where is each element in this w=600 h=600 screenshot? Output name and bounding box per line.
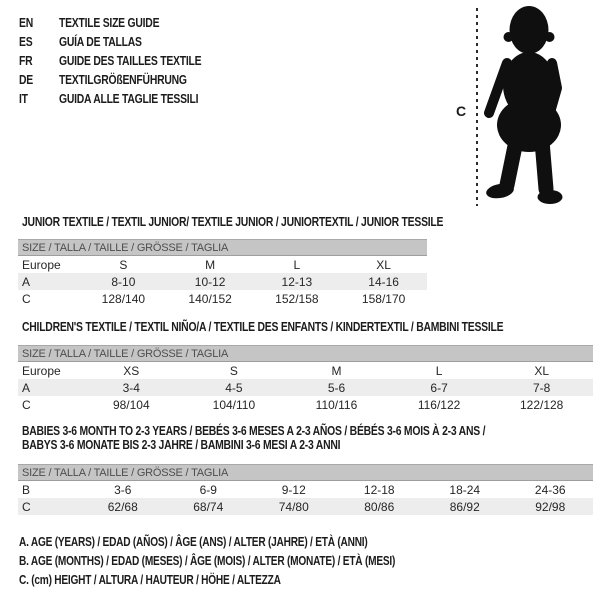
row-cell: 80/86 xyxy=(364,499,395,514)
row-cell: 152/158 xyxy=(275,291,319,306)
table-title-line: BABIES 3-6 MONTH TO 2-3 YEARS / BEBÉS 3-6 MESES A 2-3 AÑOS / BÉBÉS 3-6 MOIS À 2-3 ANS / xyxy=(22,423,486,438)
row-label: C xyxy=(22,499,31,514)
footnote-line: C. (cm) HEIGHT / ALTURA / HAUTEUR / HÖHE / ALTEZZA xyxy=(19,572,281,587)
row-cell: 14-16 xyxy=(368,274,399,289)
row-cell: M xyxy=(205,257,216,272)
row-cell: L xyxy=(293,257,301,272)
table-row xyxy=(18,396,593,413)
row-cell: 3-4 xyxy=(122,380,140,395)
row-cell: 12-13 xyxy=(281,274,313,289)
height-measure-dashed-line xyxy=(476,8,478,206)
table-row xyxy=(18,290,427,307)
size-header-bar: SIZE / TALLA / TAILLE / GRÖSSE / TAGLIA xyxy=(18,239,427,256)
row-cell: 68/74 xyxy=(193,499,224,514)
row-cell: S xyxy=(229,363,238,378)
babies-textile-table xyxy=(18,424,593,515)
row-cell: 18-24 xyxy=(449,482,481,497)
table-row xyxy=(18,256,427,273)
size-header-bar: SIZE / TALLA / TAILLE / GRÖSSE / TAGLIA xyxy=(18,345,593,362)
language-row xyxy=(19,51,201,70)
row-label: C xyxy=(22,291,31,306)
language-title: GUIDE DES TAILLES TEXTILE xyxy=(59,53,202,68)
row-label: A xyxy=(22,380,31,395)
children-textile-table xyxy=(18,320,593,413)
row-cell: M xyxy=(331,363,342,378)
table-title-line: JUNIOR TEXTILE / TEXTIL JUNIOR/ TEXTILE JUNIOR / JUNIORTEXTIL / JUNIOR TESSILE xyxy=(22,214,444,229)
row-cell: 74/80 xyxy=(278,499,309,514)
table-title-line: CHILDREN'S TEXTILE / TEXTIL NIÑO/A / TEXTILE DES ENFANTS / KINDERTEXTIL / BAMBINI TESSILE xyxy=(22,319,504,334)
row-cell: 8-10 xyxy=(111,274,136,289)
row-label: Europe xyxy=(22,257,61,272)
row-cell: 5-6 xyxy=(327,380,346,395)
footnotes xyxy=(19,532,501,589)
language-code: FR xyxy=(19,53,33,68)
language-code: DE xyxy=(19,72,33,87)
language-title: TEXTILGRÖßENFÜHRUNG xyxy=(59,72,187,87)
height-measure-label: C xyxy=(455,103,467,119)
row-cell: 158/170 xyxy=(361,291,406,306)
row-cell: 4-5 xyxy=(225,380,243,395)
language-row xyxy=(19,70,201,89)
footnote-line: B. AGE (MONTHS) / EDAD (MESES) / ÂGE (MOIS) / ALTER (MONATE) / ETÀ (MESI) xyxy=(19,553,396,568)
table-title xyxy=(22,424,593,452)
figure-area xyxy=(450,0,600,215)
table-row xyxy=(18,481,593,498)
table-row xyxy=(18,273,427,290)
row-cell: 3-6 xyxy=(114,482,132,497)
row-cell: S xyxy=(119,257,128,272)
row-cell: 10-12 xyxy=(194,274,226,289)
language-title-list xyxy=(19,13,247,108)
row-cell: 140/152 xyxy=(188,291,232,306)
table-title xyxy=(22,320,593,334)
row-cell: 6-9 xyxy=(199,482,217,497)
row-cell: 116/122 xyxy=(417,397,461,412)
row-cell: L xyxy=(435,363,443,378)
language-row xyxy=(19,89,201,108)
row-cell: 9-12 xyxy=(281,482,306,497)
row-cell: 98/104 xyxy=(112,397,150,412)
table-title-line: BABYS 3-6 MONATE BIS 2-3 JAHRE / BAMBINI 3-6 MESI A 2-3 ANNI xyxy=(22,437,341,452)
row-cell: 122/128 xyxy=(519,397,564,412)
row-cell: 7-8 xyxy=(533,380,551,395)
size-header-bar: SIZE / TALLA / TAILLE / GRÖSSE / TAGLIA xyxy=(18,464,593,481)
language-title: GUIDA ALLE TAGLIE TESSILI xyxy=(59,91,199,106)
row-label: C xyxy=(22,397,31,412)
language-code: IT xyxy=(19,91,28,106)
table-row xyxy=(18,379,593,396)
language-row xyxy=(19,32,201,51)
table-title xyxy=(22,214,444,229)
toddler-silhouette-icon xyxy=(480,3,580,213)
row-label: B xyxy=(22,482,31,497)
row-cell: 12-18 xyxy=(363,482,395,497)
row-label: A xyxy=(22,274,31,289)
language-row xyxy=(19,13,201,32)
row-cell: 62/68 xyxy=(107,499,138,514)
language-code: ES xyxy=(19,34,33,49)
row-cell: 128/140 xyxy=(101,291,146,306)
language-title: TEXTILE SIZE GUIDE xyxy=(59,15,160,30)
row-cell: 104/110 xyxy=(212,397,256,412)
language-title: GUÍA DE TALLAS xyxy=(59,34,142,49)
row-label: Europe xyxy=(22,363,61,378)
row-cell: XL xyxy=(534,363,550,378)
junior-textile-table xyxy=(18,214,444,307)
row-cell: XL xyxy=(376,257,391,272)
footnote-line: A. AGE (YEARS) / EDAD (AÑOS) / ÂGE (ANS) / ALTER (JAHRE) / ETÀ (ANNI) xyxy=(19,534,368,549)
language-code: EN xyxy=(19,15,33,30)
table-row xyxy=(18,362,593,379)
row-cell: XS xyxy=(123,363,140,378)
row-cell: 6-7 xyxy=(430,380,448,395)
row-cell: 24-36 xyxy=(534,482,566,497)
row-cell: 110/116 xyxy=(315,397,358,412)
row-cell: 86/92 xyxy=(449,499,480,514)
row-cell: 92/98 xyxy=(535,499,566,514)
table-row xyxy=(18,498,593,515)
